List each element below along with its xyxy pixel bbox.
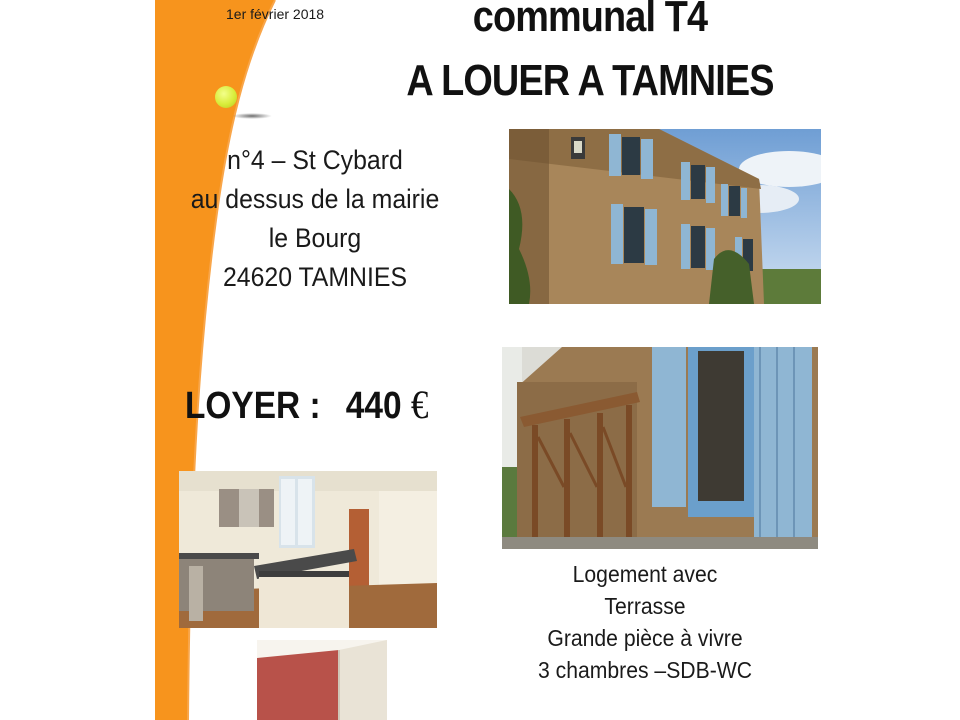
tennis-ball-icon xyxy=(215,86,237,108)
rent-label: LOYER : xyxy=(185,385,321,427)
address-line-3: le Bourg xyxy=(268,223,362,253)
rent-line xyxy=(185,381,428,428)
title-line-2: A LOUER A TAMNIES xyxy=(406,56,774,105)
address-block xyxy=(172,141,457,297)
feature-line-4: 3 chambres –SDB-WC xyxy=(537,657,753,683)
rent-currency: € xyxy=(410,382,429,427)
features-block xyxy=(516,558,774,686)
photo-terrace xyxy=(502,347,818,549)
feature-line-1: Logement avec xyxy=(572,561,718,587)
address-line-2: au dessus de la mairie xyxy=(190,184,440,214)
title-line-1: communal T4 xyxy=(472,0,708,41)
address-line-1: n°4 – St Cybard xyxy=(227,145,403,175)
publication-date: 1er février 2018 xyxy=(226,6,325,22)
photo-kitchen xyxy=(179,471,437,628)
photo-facade xyxy=(509,129,821,304)
ball-shadow xyxy=(232,113,272,119)
photo-room xyxy=(257,640,387,720)
rent-amount: 440 xyxy=(345,385,402,427)
address-line-4: 24620 TAMNIES xyxy=(222,262,408,292)
feature-line-3: Grande pièce à vivre xyxy=(547,625,743,651)
feature-line-2: Terrasse xyxy=(604,593,686,619)
page-margin xyxy=(0,0,155,720)
